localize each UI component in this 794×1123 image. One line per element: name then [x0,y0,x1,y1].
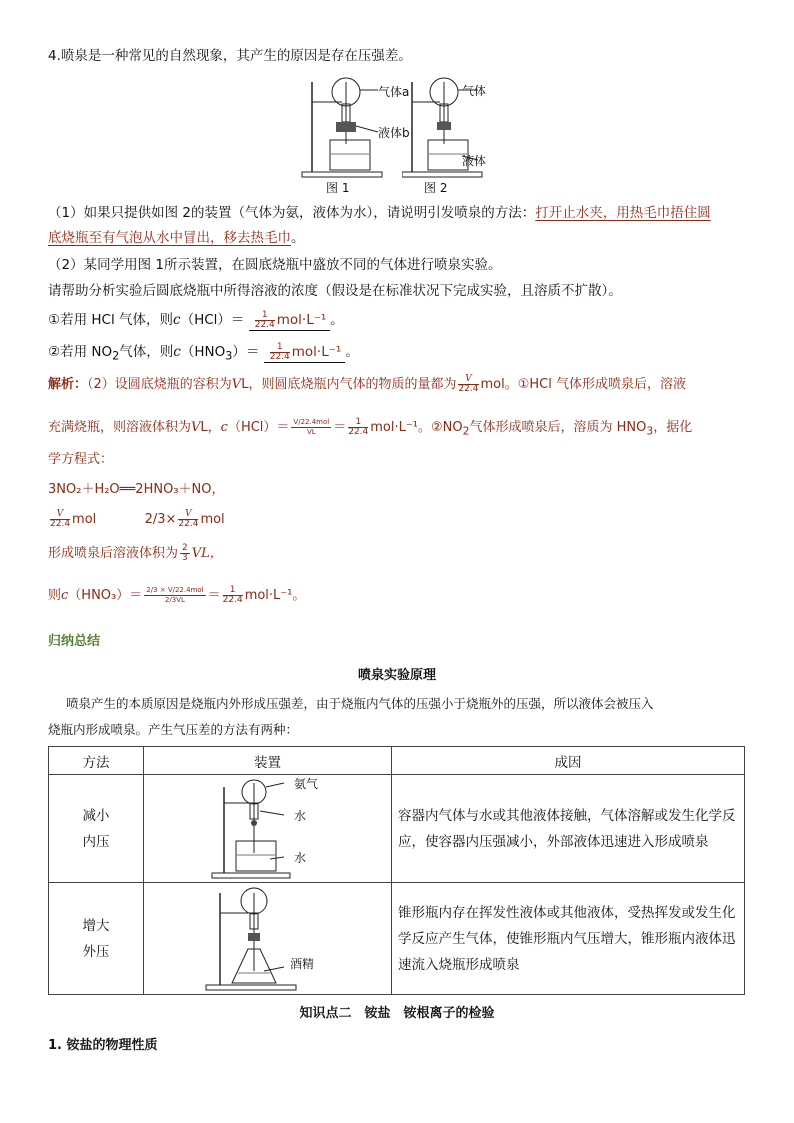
principle-table [48,746,745,995]
part1-answer-b: 底烧瓶至有气泡从水中冒出，移去热毛巾 [48,230,291,246]
table-row [49,883,745,995]
mol-row: $\frac{V}{22.4}$ mol 2/3× $\frac{V}{22.4}$ mol [50,509,225,529]
item1-answer: $\frac{1}{22.4}$ mol·L⁻¹ [249,310,331,331]
analysis-line7: 则c（HNO₃）＝ $\frac{\text{2/3 × V/22.4mol}}{2/3VL}$ ＝ $\frac{1}{22.4}$ mol·L⁻¹。 [48,585,306,605]
row2-apparatus [144,883,392,995]
analysis-line6: 形成喷泉后溶液体积为 $\frac{2}{3}$ VL， [48,543,223,563]
row2-cause: 锥形瓶内存在挥发性液体或其他液体，受热挥发或发生化学反应产生气体，使锥形瓶内气压增大，锥形瓶内液体迅速流入烧瓶形成喷泉 [392,883,745,995]
summary-para1: 喷泉产生的本质原因是烧瓶内外形成压强差，由于烧瓶内气体的压强小于烧瓶外的压强，所以液体会被压入 [66,696,654,711]
header-cause: 成因 [392,747,745,775]
row1-cause: 容器内气体与水或其他液体接触，气体溶解或发生化学反应，使容器内压强减小，外部液体迅速进入形成喷泉 [392,775,745,883]
label-alcohol: 酒精 [290,957,315,971]
analysis-line1: 解析：（2）设圆底烧瓶的容积为VL，则圆底烧瓶内气体的物质的量都为 $\frac{V}{22.4}$ mol。①HCl 气体形成喷泉后，溶液 [48,374,686,394]
analysis-line2: 充满烧瓶，则溶液体积为VL，c（HCl）＝ $\frac{\text{V/22.4mol}}{VL}$ ＝ $\frac{1}{22.4}$ mol·L⁻¹。$②NO_2$气体形成喷泉后，溶质为 $HNO_3$，据化 [48,417,693,438]
increase-pressure-apparatus [200,885,330,993]
part1-prefix: （1）如果只提供如图 2的装置（气体为氨，液体为水），请说明引发喷泉的方法： [48,205,536,221]
reaction-equation: 3NO₂＋H₂O══2HNO₃＋NO， [48,482,225,497]
label-water-top: 水 [294,809,307,823]
table-header-row [49,747,745,775]
fig2-caption: 图 2 [424,181,448,195]
item2-answer: $\frac{1}{22.4}$ mol·L⁻¹ [264,342,346,363]
part1-line1 [48,203,711,223]
row2-method: 增大 外压 [49,883,144,995]
fig1-gas-label: 气体a [378,85,410,99]
header-apparatus: 装置 [144,747,392,775]
analysis-label: 解析： [48,377,88,392]
analysis-line3: 学方程式： [48,452,114,467]
summary-title: 喷泉实验原理 [357,668,436,683]
part1-answer-a: 打开止水夹，用热毛巾捂住圆 [535,205,711,221]
fig1-caption: 图 1 [326,181,350,195]
row1-method: 减小 内压 [49,775,144,883]
item2-line: ②若用 $NO_2$气体，则$c(HNO_3)=$ $\frac{1}{22.4}$ mol·L⁻¹ 。 [48,341,359,363]
label-ammonia: 氨气 [294,777,319,791]
summary-heading: 归纳总结 [48,634,101,649]
part1-line2: 底烧瓶至有气泡从水中冒出，移去热毛巾。 [48,230,305,246]
figure-2-apparatus [402,72,512,182]
table-row [49,775,745,883]
section2-title: 知识点二 铵盐 铵根离子的检验 [299,1006,495,1021]
row1-apparatus [144,775,392,883]
fig2-gas-label: 气体 [462,84,487,98]
fig2-liquid-label: 液体 [462,154,487,168]
label-water-bottom: 水 [294,851,307,865]
item1-line: ①若用 HCl 气体，则c（HCl）＝ $\frac{1}{22.4}$ mol·L⁻¹ 。 [48,309,344,330]
section2-subheading: 1. 铵盐的物理性质 [48,1038,158,1053]
part2-line2: 请帮助分析实验后圆底烧瓶中所得溶液的浓度（假设是在标准状况下完成实验，且溶质不扩散）。 [48,283,622,299]
summary-para2: 烧瓶内形成喷泉。产生气压差的方法有两种： [48,722,299,737]
header-method: 方法 [49,747,144,775]
part2-line1: （2）某同学用图 1所示装置，在圆底烧瓶中盛放不同的气体进行喷泉实验。 [48,257,502,273]
fig1-liquid-label: 液体b [378,126,410,140]
question-intro: 4.喷泉是一种常见的自然现象，其产生的原因是存在压强差。 [48,48,412,64]
